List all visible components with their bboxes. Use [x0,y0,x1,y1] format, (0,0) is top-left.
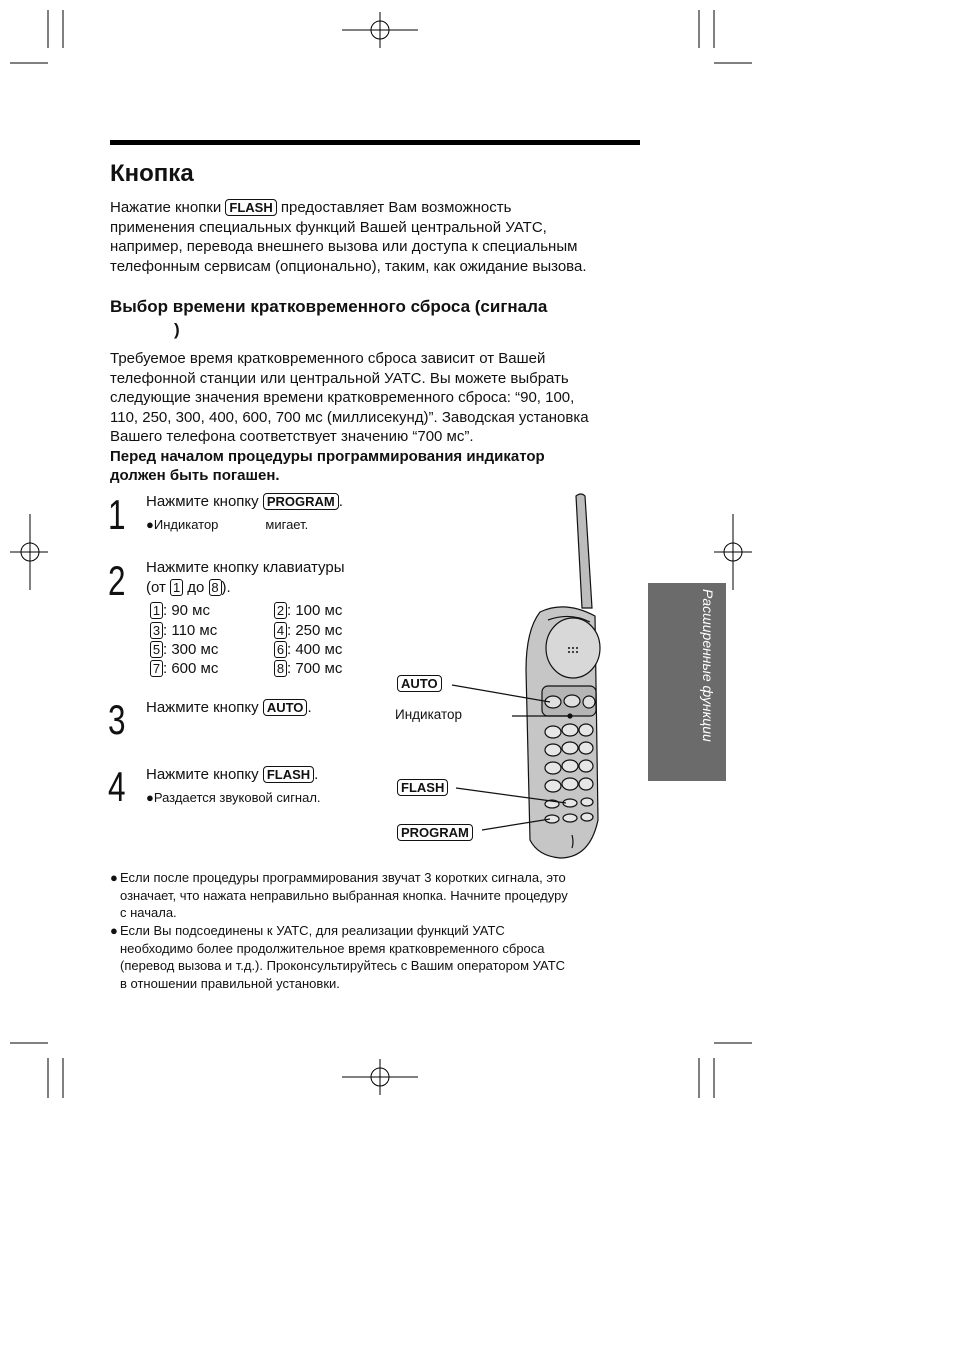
option-value: : 250 мс [287,622,343,639]
callout-auto [397,675,442,692]
callout-indicator: Индикатор [395,707,463,722]
step-number: 2 [108,557,126,604]
step-3-text [146,698,312,718]
footnote-line: необходимо более продолжительное время кратковременного сброса [120,940,545,956]
step-instruction: Нажмите кнопку [146,766,259,783]
option-item [150,640,218,659]
number-key: 8 [274,660,287,677]
option-value: : 100 мс [287,602,343,619]
step-1-text [146,492,343,512]
intro-paragraph [110,198,587,276]
warning-line: Перед началом процедуры программирования индикатор [110,447,545,465]
number-key: 3 [150,622,163,639]
key-8-label: 8 [209,579,222,596]
footnote-line: означает, что нажата неправильно выбранная кнопка. Начните процедуру [120,887,568,903]
step-number: 3 [108,696,126,743]
footnote-line: в отношении правильной установки. [120,975,340,991]
option-item [150,621,217,640]
program-key-label: PROGRAM [263,493,339,510]
section-subtitle [110,295,650,341]
description-line: Требуемое время кратковременного сброса зависит от Вашей [110,350,546,367]
option-value: : 300 мс [163,641,219,658]
step-instruction: Нажмите кнопку [146,699,259,716]
step-number: 1 [108,491,126,538]
description-line: 110, 250, 300, 400, 600, 700 мс (миллисекунд)”. Заводская установка [110,408,589,426]
note-text: ●Индикатор [146,517,219,532]
subtitle-line: ) [174,320,180,339]
description-paragraph [110,349,589,486]
option-item [274,640,342,659]
footnote-2 [110,922,640,992]
flash-key-label: FLASH [397,779,448,796]
key-1-label: 1 [170,579,183,596]
intro-line: например, перевода внешнего вызова или доступа к специальным [110,238,578,255]
range-text: ). [221,579,231,596]
description-line: телефонной станции или центральной УАТС. Вы можете выбрать [110,369,569,387]
punctuation: . [314,766,319,783]
bullet-icon: ● [110,923,118,938]
page-title: Кнопка [110,160,194,187]
intro-line: применения специальных функций Вашей центральной УАТС, [110,218,547,236]
flash-key-label: FLASH [263,766,314,783]
range-text: (от [146,579,166,596]
footnote-1 [110,869,640,922]
option-value: : 90 мс [163,602,210,619]
step-2-text [146,558,345,598]
step-4-text [146,765,318,785]
footnote-line: (перевод вызова и т.д.). Проконсультируйтесь с Вашим оператором УАТС [120,958,566,973]
warning-line: должен быть погашен. [110,467,280,484]
description-line: следующие значения времени кратковременного сброса: “90, 100, [110,389,575,406]
footnote-line: Если Вы подсоединены к УАТС, для реализации функций УАТС [120,923,505,938]
number-key: 1 [150,602,163,619]
option-item [274,621,342,640]
number-key: 2 [274,602,287,619]
note-text: мигает. [265,517,309,532]
number-key: 4 [274,622,287,639]
option-item [274,659,342,678]
intro-text: Нажатие кнопки [110,199,222,216]
punctuation: . [338,493,343,510]
auto-key-label: AUTO [263,699,308,716]
side-tab-label: Расширенные функции [700,589,716,742]
section-side-tab [648,583,726,781]
option-value: : 600 мс [163,660,219,677]
intro-text: предоставляет Вам возможность [280,199,512,216]
option-item [150,601,210,620]
flash-key-label: FLASH [225,199,276,216]
step-number: 4 [108,763,126,810]
option-value: : 110 мс [163,622,218,639]
number-key: 5 [150,641,163,658]
number-key: 6 [274,641,287,658]
option-item [274,601,342,620]
step-1-note [146,517,308,533]
step-4-note: ●Раздается звуковой сигнал. [146,790,321,805]
footnote-line: с начала. [120,905,177,920]
header-rule [110,140,640,145]
program-key-label: PROGRAM [397,824,473,841]
intro-line: телефонным сервисам (опционально), таким, как ожидание вызова. [110,257,587,275]
option-item [150,659,218,678]
step-instruction: Нажмите кнопку [146,493,259,510]
step-instruction: Нажмите кнопку клавиатуры [146,559,345,576]
subtitle-line: Выбор времени кратковременного сброса (сигнала [110,297,548,316]
bullet-icon: ● [110,870,118,885]
range-text: до [187,579,205,596]
description-line: Вашего телефона соответствует значению “700 мс”. [110,428,474,445]
number-key: 7 [150,660,163,677]
callout-program [397,824,473,841]
option-value: : 400 мс [287,641,343,658]
callout-flash [397,779,448,796]
punctuation: . [307,699,312,716]
auto-key-label: AUTO [397,675,442,692]
footnote-line: Если после процедуры программирования звучат 3 коротких сигнала, это [120,870,566,885]
option-value: : 700 мс [287,660,343,677]
